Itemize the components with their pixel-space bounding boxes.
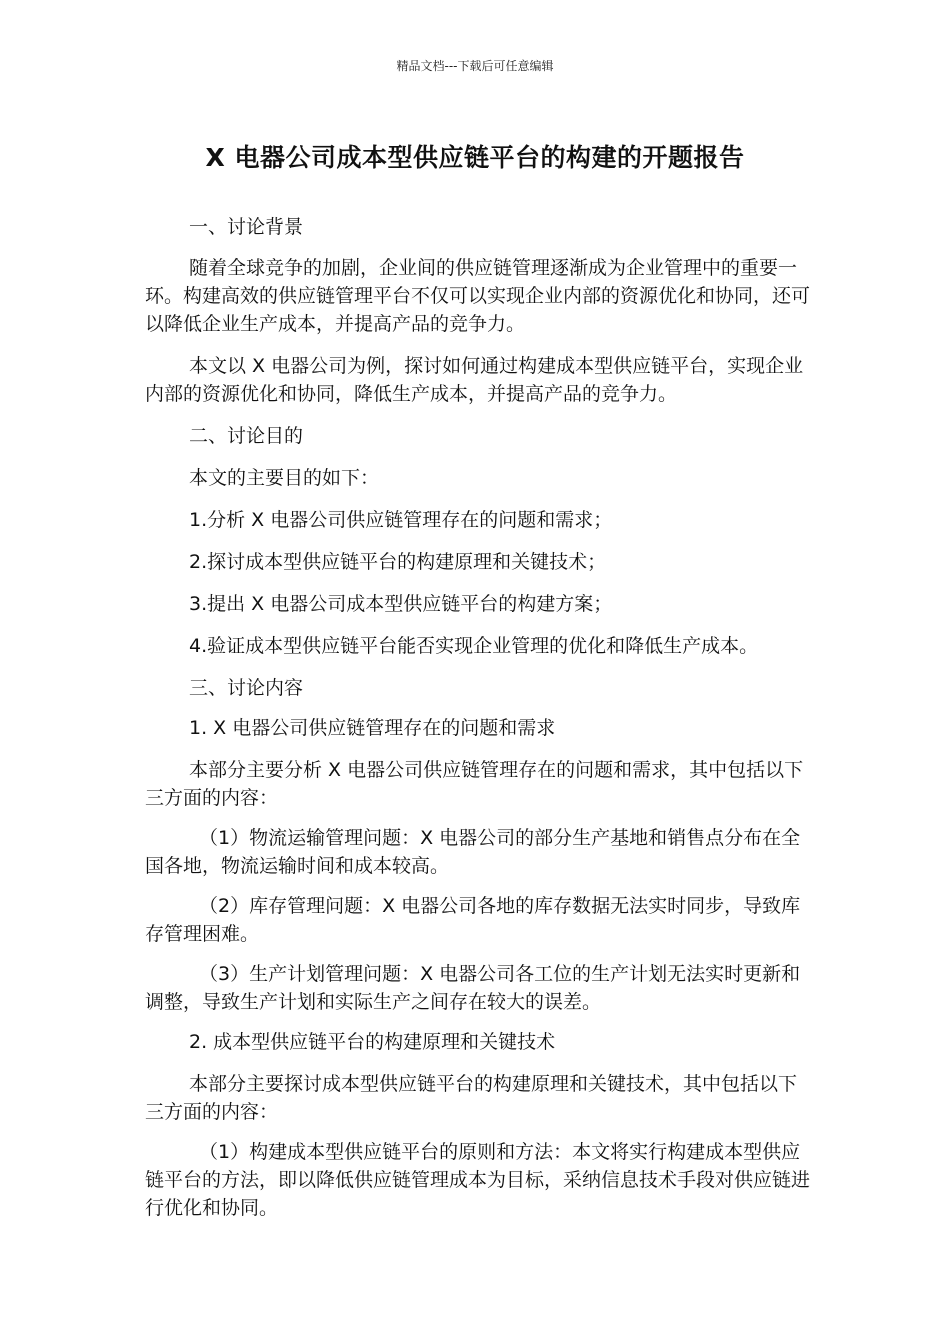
section-heading-content: 三、讨论内容 [189,677,304,699]
list-item-inventory-issue: （2）库存管理问题：X 电器公司各地的库存数据无法实时同步，导致库存管理困难。 [145,895,801,945]
list-item-production-planning-issue: （3）生产计划管理问题：X 电器公司各工位的生产计划无法实时更新和调整，导致生产计划和实际生产之间存在较大的误差。 [145,963,801,1013]
paragraph-purpose-intro: 本文的主要目的如下： [189,467,380,489]
list-item-platform-principles: （1）构建成本型供应链平台的原则和方法：本文将实行构建成本型供应链平台的方法，即以降低供应链管理成本为目标，采纳信息技术手段对供应链进行优化和协同。 [145,1141,811,1219]
section-heading-purpose: 二、讨论目的 [189,425,304,447]
subsection-heading-1: 1. X 电器公司供应链管理存在的问题和需求 [189,717,556,739]
document-body [145,213,810,1222]
list-item-purpose-2: 2.探讨成本型供应链平台的构建原理和关键技术； [189,551,607,573]
section-heading-background: 一、讨论背景 [189,216,304,238]
paragraph-subsection-2-intro: 本部分主要探讨成本型供应链平台的构建原理和关键技术，其中包括以下三方面的内容： [145,1073,798,1123]
document-title: X 电器公司成本型供应链平台的构建的开题报告 [205,143,745,172]
list-item-purpose-1: 1.分析 X 电器公司供应链管理存在的问题和需求； [189,509,613,531]
list-item-purpose-3: 3.提出 X 电器公司成本型供应链平台的构建方案； [189,593,613,615]
paragraph-background-2: 本文以 X 电器公司为例，探讨如何通过构建成本型供应链平台，实现企业内部的资源优化和协同，降低生产成本，并提高产品的竞争力。 [145,355,804,405]
subsection-heading-2: 2. 成本型供应链平台的构建原理和关键技术 [189,1031,556,1053]
list-item-purpose-4: 4.验证成本型供应链平台能否实现企业管理的优化和降低生产成本。 [189,635,759,657]
paragraph-subsection-1-intro: 本部分主要分析 X 电器公司供应链管理存在的问题和需求，其中包括以下三方面的内容： [145,759,804,809]
list-item-logistics-issue: （1）物流运输管理问题：X 电器公司的部分生产基地和销售点分布在全国各地，物流运输时间和成本较高。 [145,827,801,877]
paragraph-background-1: 随着全球竞争的加剧，企业间的供应链管理逐渐成为企业管理中的重要一环。构建高效的供应链管理平台不仅可以实现企业内部的资源优化和协同，还可以降低企业生产成本，并提高产品的竞争力。 [145,257,811,335]
header-note: 精品文档---下载后可任意编辑 [396,59,554,73]
